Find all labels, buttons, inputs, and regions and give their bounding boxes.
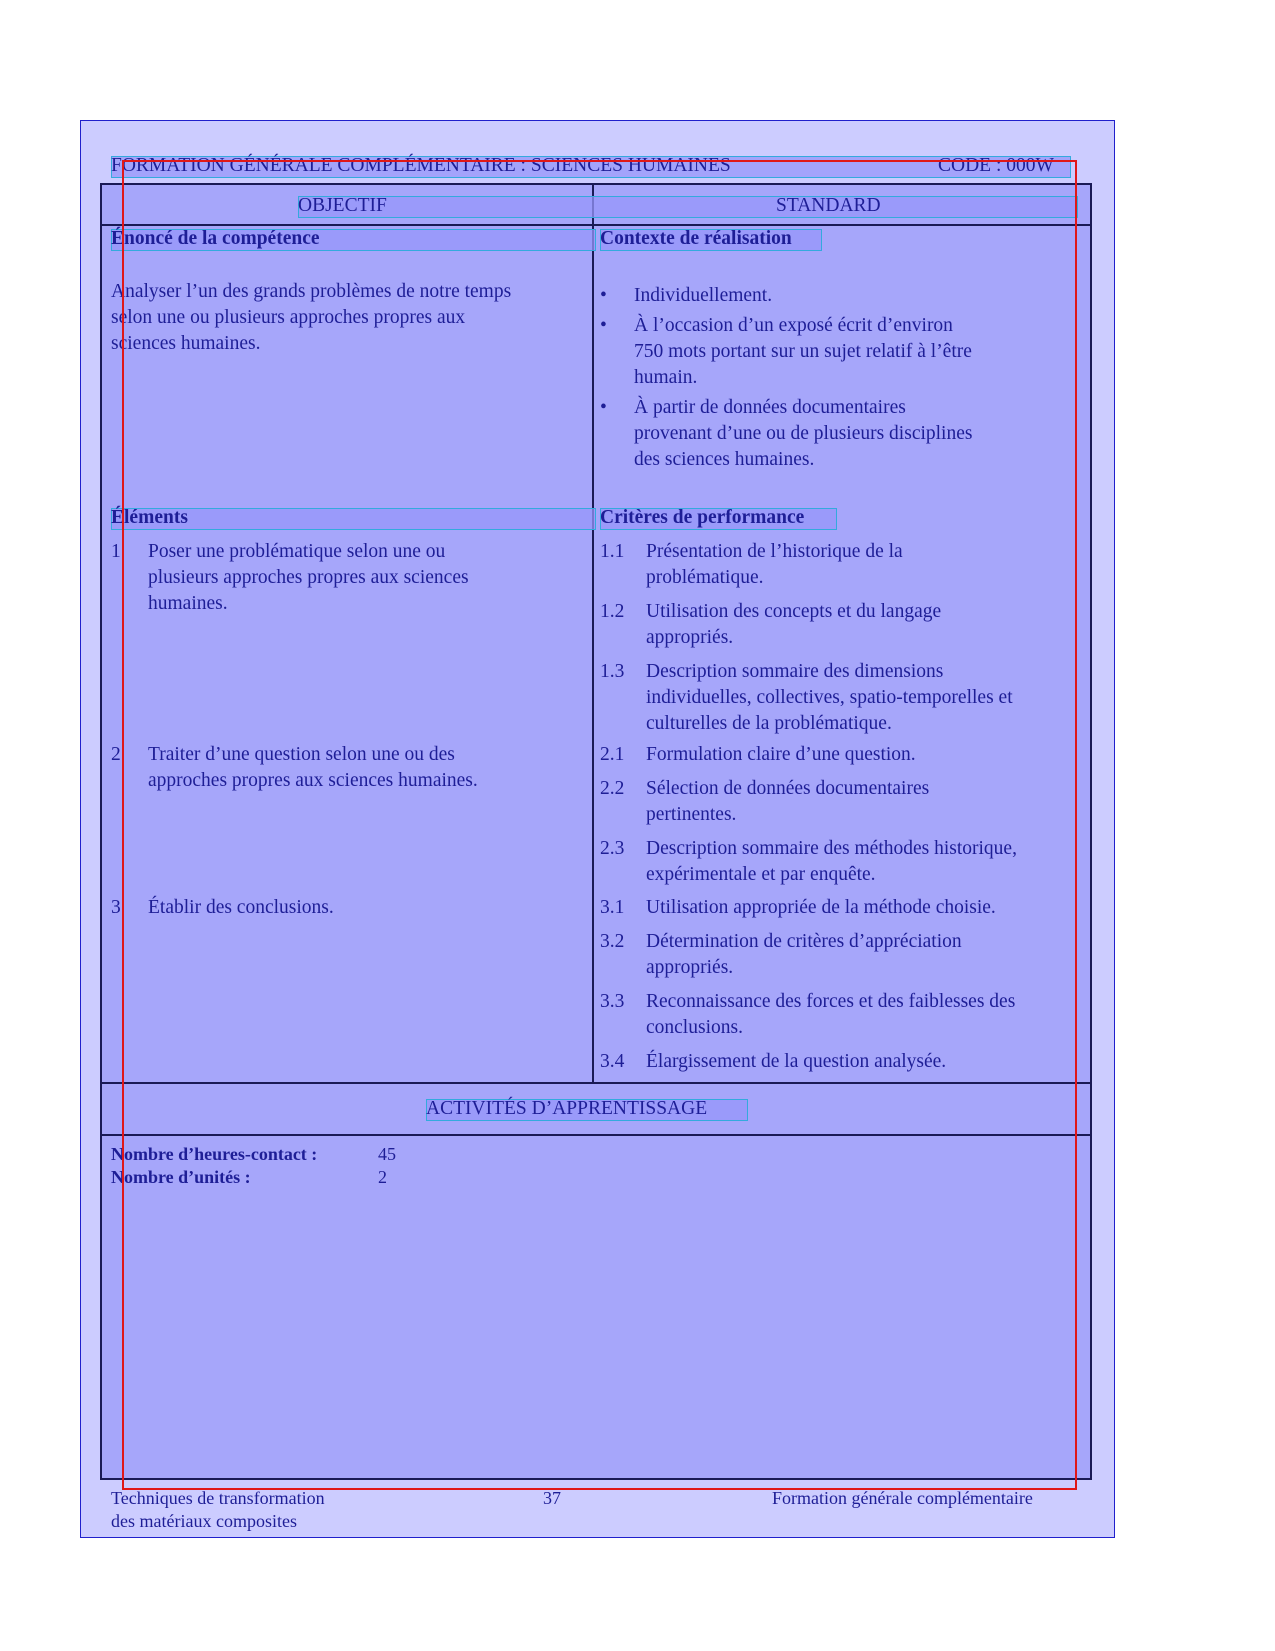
heures-value: 45 (378, 1144, 396, 1164)
elements-heading: Éléments (111, 507, 188, 528)
critere-3-3-line-1: Reconnaissance des forces et des faiblesses des (646, 991, 1016, 1012)
critere-2-3-line-2: expérimentale et par enquête. (646, 864, 876, 885)
critere-3-3-line-2: conclusions. (646, 1017, 743, 1038)
critere-2-1-line-1: Formulation claire d’une question. (646, 744, 916, 765)
critere-3-2-line-2: appropriés. (646, 957, 734, 978)
competence-line-2: selon une ou plusieurs approches propres aux (111, 307, 466, 328)
critere-3-1-num: 3.1 (600, 897, 625, 918)
element-3-num: 3 (111, 897, 121, 918)
element-1-line-2: plusieurs approches propres aux sciences (148, 567, 469, 588)
criteres-heading: Critères de performance (600, 507, 805, 528)
activites-heading: ACTIVITÉS D’APPRENTISSAGE (426, 1098, 708, 1119)
competence-line-1: Analyser l’un des grands problèmes de notre temps (111, 281, 512, 302)
contexte-heading: Contexte de réalisation (600, 228, 792, 249)
critere-2-2-num: 2.2 (600, 778, 625, 799)
critere-2-1-num: 2.1 (600, 744, 625, 765)
element-2-num: 2 (111, 744, 121, 765)
contexte-item-3-line-3: des sciences humaines. (634, 449, 815, 470)
critere-2-2-line-1: Sélection de données documentaires (646, 778, 930, 799)
competence-line-3: sciences humaines. (111, 333, 261, 354)
critere-1-3-line-1: Description sommaire des dimensions (646, 661, 944, 682)
contexte-bullet-2: • (600, 315, 607, 336)
element-2-line-1: Traiter d’une question selon une ou des (148, 744, 455, 765)
contexte-bullet-1: • (600, 285, 607, 306)
competence-heading: Énoncé de la compétence (111, 228, 320, 249)
unites-value: 2 (378, 1167, 387, 1187)
critere-1-3-num: 1.3 (600, 661, 625, 682)
critere-3-4-num: 3.4 (600, 1051, 625, 1072)
element-1-line-1: Poser une problématique selon une ou (148, 541, 446, 562)
contexte-item-2-line-2: 750 mots portant sur un sujet relatif à l’être (634, 341, 972, 362)
contexte-bullet-3: • (600, 397, 607, 418)
critere-1-1-line-1: Présentation de l’historique de la (646, 541, 903, 562)
critere-1-3-line-3: culturelles de la problématique. (646, 713, 892, 734)
element-1-num: 1 (111, 541, 121, 562)
element-1-line-3: humaines. (148, 593, 228, 614)
column-header-standard: STANDARD (776, 195, 881, 216)
column-header-objectif: OBJECTIF (298, 195, 387, 216)
unites-label: Nombre d’unités : (111, 1167, 251, 1187)
critere-1-2-num: 1.2 (600, 601, 625, 622)
contexte-item-3-line-2: provenant d’une ou de plusieurs disciplines (634, 423, 973, 444)
critere-2-3-num: 2.3 (600, 838, 625, 859)
footer-left-line-1: Techniques de transformation (111, 1488, 325, 1508)
critere-3-1-line-1: Utilisation appropriée de la méthode choisie. (646, 897, 996, 918)
footer-right: Formation générale complémentaire (772, 1488, 1033, 1508)
critere-1-1-num: 1.1 (600, 541, 625, 562)
element-3-line-1: Établir des conclusions. (148, 897, 334, 918)
contexte-item-2-line-1: À l’occasion d’un exposé écrit d’environ (634, 315, 953, 336)
content-region-frame (122, 160, 1077, 1490)
critere-3-3-num: 3.3 (600, 991, 625, 1012)
footer-left-line-2: des matériaux composites (111, 1511, 297, 1531)
footer-page-number: 37 (543, 1488, 561, 1508)
heures-label: Nombre d’heures-contact : (111, 1144, 318, 1164)
critere-3-4-line-1: Élargissement de la question analysée. (646, 1051, 947, 1072)
critere-1-1-line-2: problématique. (646, 567, 764, 588)
critere-2-3-line-1: Description sommaire des méthodes historique, (646, 838, 1017, 859)
header-title: FORMATION GÉNÉRALE COMPLÉMENTAIRE : SCIENCES HUMAINES (111, 155, 731, 176)
header-code: CODE : 000W (938, 155, 1054, 176)
critere-1-3-line-2: individuelles, collectives, spatio-temporelles et (646, 687, 1013, 708)
critere-1-2-line-2: appropriés. (646, 627, 734, 648)
critere-1-2-line-1: Utilisation des concepts et du langage (646, 601, 942, 622)
critere-3-2-line-1: Détermination de critères d’appréciation (646, 931, 962, 952)
element-2-line-2: approches propres aux sciences humaines. (148, 770, 478, 791)
critere-2-2-line-2: pertinentes. (646, 804, 737, 825)
contexte-item-1: Individuellement. (634, 285, 773, 306)
contexte-item-3-line-1: À partir de données documentaires (634, 397, 906, 418)
contexte-item-2-line-3: humain. (634, 367, 698, 388)
critere-3-2-num: 3.2 (600, 931, 625, 952)
